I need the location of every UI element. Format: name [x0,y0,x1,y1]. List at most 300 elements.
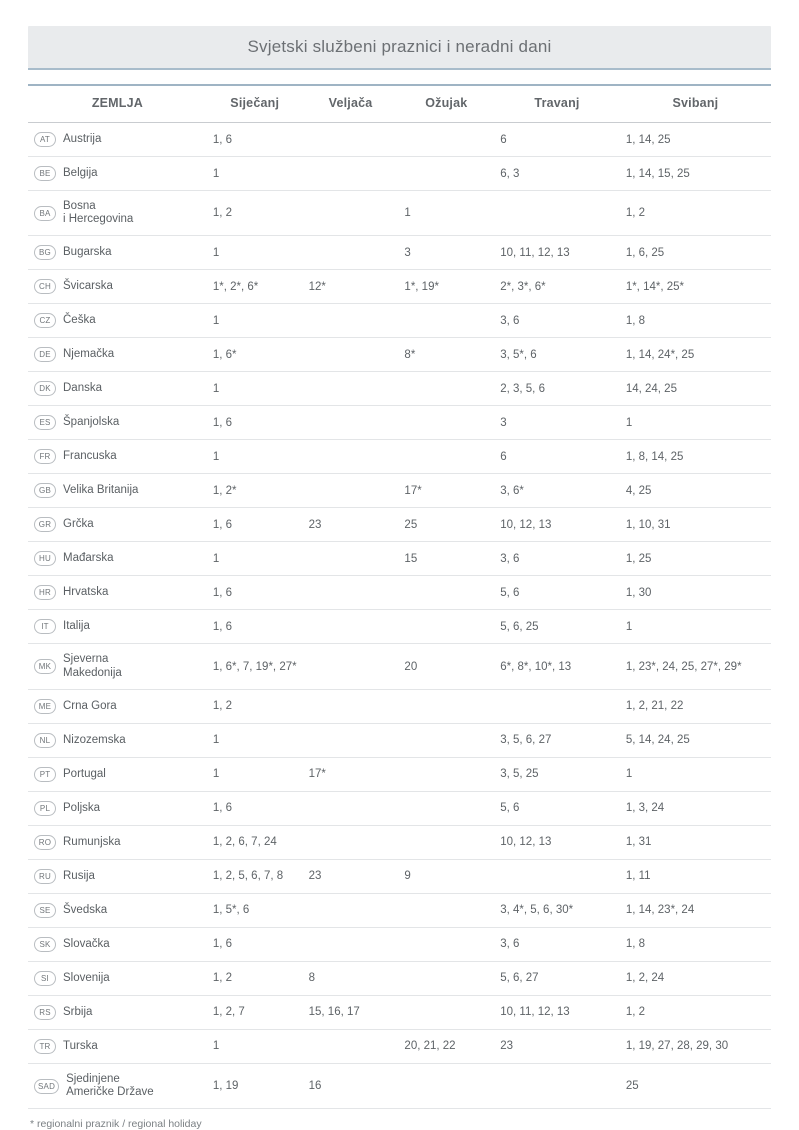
dates-cell-month-1: 1, 6 [207,508,303,542]
country-cell [28,961,207,995]
table-row [28,757,771,791]
dates-cell-month-4 [494,859,620,893]
dates-cell-month-5: 1, 14, 25 [620,123,771,157]
dates-cell-month-4: 3, 6* [494,474,620,508]
country-code-badge: ES [34,415,56,430]
country-cell [28,1029,207,1063]
country-code-badge: RS [34,1005,56,1020]
table-row [28,644,771,689]
country-code-badge: DK [34,381,56,396]
dates-cell-month-1: 1, 2 [207,961,303,995]
table-row [28,893,771,927]
dates-cell-month-1: 1*, 2*, 6* [207,270,303,304]
country-cell [28,191,207,236]
dates-cell-month-1: 1 [207,372,303,406]
country-code-badge: CZ [34,313,56,328]
dates-cell-month-5: 1, 2 [620,191,771,236]
table-row [28,157,771,191]
table-row [28,825,771,859]
table-row [28,372,771,406]
page-title: Svjetski službeni praznici i neradni dani [247,37,552,56]
country-cell-inner [34,733,201,748]
country-name [63,552,114,565]
dates-cell-month-4: 3, 5, 6, 27 [494,723,620,757]
country-name-line1: Nizozemska [63,733,126,746]
dates-cell-month-5: 5, 14, 24, 25 [620,723,771,757]
country-name-line2: i Hercegovina [63,213,134,226]
country-cell-inner [34,415,201,430]
table-row [28,270,771,304]
country-name [63,382,102,395]
country-cell [28,542,207,576]
country-code-badge: SAD [34,1079,59,1094]
country-cell-inner [34,1039,201,1054]
dates-cell-month-1: 1, 2* [207,474,303,508]
dates-cell-month-3: 8* [398,338,494,372]
country-cell-inner [34,1005,201,1020]
country-name [63,200,133,226]
dates-cell-month-4 [494,689,620,723]
country-cell [28,644,207,689]
country-cell-inner [34,200,201,226]
country-name-line1: Rusija [63,869,95,882]
country-cell [28,893,207,927]
country-code-badge: PL [34,801,56,816]
country-name [63,246,112,259]
dates-cell-month-2 [303,1029,399,1063]
country-cell [28,723,207,757]
dates-cell-month-5: 1 [620,406,771,440]
dates-cell-month-1: 1, 2, 7 [207,995,303,1029]
country-cell-inner [34,166,201,181]
country-name-line1: Srbija [63,1005,93,1018]
country-cell [28,236,207,270]
country-cell-inner [34,132,201,147]
country-cell-inner [34,937,201,952]
country-name-line1: Portugal [63,767,106,780]
dates-cell-month-5: 1, 25 [620,542,771,576]
dates-cell-month-4: 3, 5*, 6 [494,338,620,372]
dates-cell-month-1: 1 [207,236,303,270]
country-cell [28,576,207,610]
dates-cell-month-2 [303,304,399,338]
table-row [28,440,771,474]
dates-cell-month-5: 1, 8, 14, 25 [620,440,771,474]
footnote: * regionalni praznik / regional holiday [30,1118,202,1130]
dates-cell-month-2: 12* [303,270,399,304]
dates-cell-month-1: 1, 6 [207,576,303,610]
table-row [28,791,771,825]
country-cell [28,157,207,191]
country-cell [28,474,207,508]
dates-cell-month-3 [398,304,494,338]
country-cell [28,440,207,474]
dates-cell-month-3 [398,825,494,859]
dates-cell-month-1: 1 [207,723,303,757]
dates-cell-month-3: 17* [398,474,494,508]
dates-cell-month-5: 1, 2, 24 [620,961,771,995]
dates-cell-month-4: 10, 12, 13 [494,508,620,542]
dates-cell-month-4: 10, 11, 12, 13 [494,995,620,1029]
dates-cell-month-2 [303,791,399,825]
dates-cell-month-2 [303,236,399,270]
dates-cell-month-5: 25 [620,1063,771,1108]
dates-cell-month-2 [303,825,399,859]
country-code-badge: AT [34,132,56,147]
country-code-badge: SK [34,937,56,952]
dates-cell-month-4: 10, 12, 13 [494,825,620,859]
country-code-badge: PT [34,767,56,782]
country-cell [28,757,207,791]
table-row [28,191,771,236]
country-name [63,972,110,985]
dates-cell-month-2 [303,723,399,757]
country-name [63,450,117,463]
country-cell-inner [34,971,201,986]
dates-cell-month-3: 3 [398,236,494,270]
country-cell [28,995,207,1029]
dates-cell-month-2 [303,372,399,406]
dates-cell-month-5: 1, 6, 25 [620,236,771,270]
dates-cell-month-3 [398,406,494,440]
country-name [63,768,106,781]
column-header-march: Ožujak [398,85,494,123]
dates-cell-month-5: 1, 3, 24 [620,791,771,825]
dates-cell-month-2: 15, 16, 17 [303,995,399,1029]
dates-cell-month-4 [494,1063,620,1108]
dates-cell-month-3 [398,157,494,191]
country-cell [28,406,207,440]
dates-cell-month-2: 17* [303,757,399,791]
table-row [28,576,771,610]
country-cell-inner [34,381,201,396]
country-code-badge: BG [34,245,56,260]
country-name-line1: Crna Gora [63,699,117,712]
country-name-line2: Makedonija [63,666,122,679]
dates-cell-month-5: 1, 23*, 24, 25, 27*, 29* [620,644,771,689]
country-name-line1: Sjeverna [63,653,109,666]
country-code-badge: IT [34,619,56,634]
country-name [63,836,121,849]
dates-cell-month-1: 1, 6*, 7, 19*, 27* [207,644,303,689]
country-name [63,653,122,679]
country-name [63,416,119,429]
country-code-badge: BA [34,206,56,221]
country-name-line1: Slovačka [63,937,110,950]
table-row [28,542,771,576]
country-name [63,938,110,951]
table-row [28,689,771,723]
dates-cell-month-3: 25 [398,508,494,542]
country-cell-inner [34,699,201,714]
country-name [63,1006,92,1019]
country-code-badge: NL [34,733,56,748]
dates-cell-month-5: 1, 11 [620,859,771,893]
dates-cell-month-4: 5, 6 [494,576,620,610]
country-name-line1: Slovenija [63,971,110,984]
dates-cell-month-1: 1, 6 [207,610,303,644]
country-cell-inner [34,835,201,850]
country-name-line1: Bugarska [63,246,112,259]
dates-cell-month-4: 3, 6 [494,542,620,576]
country-name-line1: Turska [63,1039,98,1052]
dates-cell-month-5: 1, 8 [620,927,771,961]
dates-cell-month-4: 2, 3, 5, 6 [494,372,620,406]
country-cell-inner [34,313,201,328]
dates-cell-month-1: 1, 2, 5, 6, 7, 8 [207,859,303,893]
dates-cell-month-1: 1, 5*, 6 [207,893,303,927]
dates-cell-month-4: 6 [494,123,620,157]
country-name-line2: Američke Države [66,1086,154,1099]
table-row [28,610,771,644]
dates-cell-month-3 [398,372,494,406]
country-name-line1: Švedska [63,903,108,916]
country-code-badge: SE [34,903,56,918]
dates-cell-month-4: 2*, 3*, 6* [494,270,620,304]
country-cell-inner [34,483,201,498]
dates-cell-month-4: 10, 11, 12, 13 [494,236,620,270]
dates-cell-month-5: 1, 2, 21, 22 [620,689,771,723]
country-name [63,620,90,633]
country-cell-inner [34,1073,201,1099]
dates-cell-month-2 [303,927,399,961]
country-code-badge: HU [34,551,56,566]
country-cell-inner [34,653,201,679]
table-row [28,995,771,1029]
country-code-badge: FR [34,449,56,464]
column-header-may: Svibanj [620,85,771,123]
dates-cell-month-2 [303,542,399,576]
country-code-badge: SI [34,971,56,986]
country-cell [28,338,207,372]
dates-cell-month-1: 1, 6 [207,927,303,961]
dates-cell-month-1: 1 [207,440,303,474]
country-cell-inner [34,619,201,634]
dates-cell-month-5: 4, 25 [620,474,771,508]
country-cell [28,123,207,157]
country-name [63,734,126,747]
dates-cell-month-1: 1 [207,757,303,791]
dates-cell-month-3 [398,927,494,961]
dates-cell-month-5: 1, 14, 23*, 24 [620,893,771,927]
country-cell [28,270,207,304]
table-row [28,1063,771,1108]
dates-cell-month-3 [398,893,494,927]
table-row [28,123,771,157]
dates-cell-month-1: 1, 19 [207,1063,303,1108]
dates-cell-month-4: 3, 5, 25 [494,757,620,791]
dates-cell-month-2 [303,644,399,689]
dates-cell-month-2 [303,610,399,644]
table-row [28,859,771,893]
table-row [28,961,771,995]
dates-cell-month-2 [303,893,399,927]
table-row [28,927,771,961]
country-code-badge: TR [34,1039,56,1054]
dates-cell-month-5: 1*, 14*, 25* [620,270,771,304]
country-code-badge: RU [34,869,56,884]
dates-cell-month-1: 1, 2, 6, 7, 24 [207,825,303,859]
dates-cell-month-3 [398,689,494,723]
country-name [63,802,100,815]
dates-cell-month-1: 1, 6 [207,791,303,825]
dates-cell-month-2 [303,474,399,508]
country-code-badge: HR [34,585,56,600]
dates-cell-month-2: 23 [303,508,399,542]
country-name-line1: Austrija [63,132,102,145]
country-name-line1: Rumunjska [63,835,121,848]
country-name-line1: Mađarska [63,552,114,565]
table-row [28,474,771,508]
country-name-line1: Sjedinjene [66,1072,120,1085]
dates-cell-month-5: 1 [620,610,771,644]
country-name [66,1073,154,1099]
table-row [28,406,771,440]
column-header-february: Veljača [303,85,399,123]
dates-cell-month-1: 1 [207,304,303,338]
dates-cell-month-5: 1, 14, 24*, 25 [620,338,771,372]
table-container [28,68,771,1109]
dates-cell-month-3 [398,723,494,757]
dates-cell-month-2 [303,440,399,474]
dates-cell-month-3: 1 [398,191,494,236]
country-code-badge: GR [34,517,56,532]
dates-cell-month-3: 15 [398,542,494,576]
country-cell [28,1063,207,1108]
dates-cell-month-2 [303,338,399,372]
country-cell-inner [34,903,201,918]
country-name-line1: Hrvatska [63,586,109,599]
dates-cell-month-5: 1, 8 [620,304,771,338]
country-cell-inner [34,801,201,816]
country-name-line1: Velika Britanija [63,484,139,497]
dates-cell-month-4: 6 [494,440,620,474]
country-name-line1: Češka [63,314,96,327]
dates-cell-month-3 [398,757,494,791]
table-row [28,508,771,542]
dates-cell-month-2 [303,157,399,191]
country-cell [28,689,207,723]
dates-cell-month-5: 1, 2 [620,995,771,1029]
dates-cell-month-4: 23 [494,1029,620,1063]
dates-cell-month-5: 1 [620,757,771,791]
dates-cell-month-3 [398,961,494,995]
dates-cell-month-1: 1, 2 [207,689,303,723]
country-name [63,518,94,531]
country-cell-inner [34,869,201,884]
dates-cell-month-4: 5, 6, 27 [494,961,620,995]
country-name-line1: Francuska [63,450,117,463]
country-cell-inner [34,279,201,294]
dates-cell-month-2 [303,576,399,610]
country-name [63,167,98,180]
column-header-january: Siječanj [207,85,303,123]
dates-cell-month-1: 1 [207,542,303,576]
country-name [63,700,117,713]
dates-cell-month-5: 1, 31 [620,825,771,859]
dates-cell-month-4: 5, 6, 25 [494,610,620,644]
country-name [63,870,95,883]
country-name [63,586,108,599]
country-code-badge: ME [34,699,56,714]
dates-cell-month-3 [398,440,494,474]
country-code-badge: DE [34,347,56,362]
dates-cell-month-3 [398,791,494,825]
country-code-badge: RO [34,835,56,850]
dates-cell-month-1: 1 [207,1029,303,1063]
dates-cell-month-2: 23 [303,859,399,893]
dates-cell-month-4: 3, 6 [494,304,620,338]
country-name-line1: Grčka [63,518,94,531]
dates-cell-month-5: 1, 30 [620,576,771,610]
country-name [63,133,101,146]
country-cell-inner [34,347,201,362]
table-row [28,1029,771,1063]
dates-cell-month-4: 6*, 8*, 10*, 13 [494,644,620,689]
dates-cell-month-3: 9 [398,859,494,893]
dates-cell-month-5: 1, 10, 31 [620,508,771,542]
dates-cell-month-3 [398,1063,494,1108]
dates-cell-month-1: 1, 2 [207,191,303,236]
country-cell-inner [34,449,201,464]
country-name [63,348,114,361]
dates-cell-month-1: 1, 6* [207,338,303,372]
dates-cell-month-5: 1, 14, 15, 25 [620,157,771,191]
column-header-april: Travanj [494,85,620,123]
dates-cell-month-2 [303,689,399,723]
dates-cell-month-2 [303,406,399,440]
holidays-table [28,84,771,1109]
dates-cell-month-2: 16 [303,1063,399,1108]
dates-cell-month-2 [303,191,399,236]
dates-cell-month-2: 8 [303,961,399,995]
table-row [28,338,771,372]
dates-cell-month-4: 5, 6 [494,791,620,825]
title-bar [28,26,771,68]
country-cell-inner [34,245,201,260]
table-row [28,723,771,757]
country-cell-inner [34,517,201,532]
dates-cell-month-1: 1, 6 [207,123,303,157]
country-name [63,314,96,327]
dates-cell-month-3 [398,123,494,157]
dates-cell-month-5: 1, 19, 27, 28, 29, 30 [620,1029,771,1063]
dates-cell-month-3 [398,995,494,1029]
country-name [63,904,107,917]
country-code-badge: GB [34,483,56,498]
country-cell [28,304,207,338]
dates-cell-month-2 [303,123,399,157]
dates-cell-month-4: 6, 3 [494,157,620,191]
dates-cell-month-3 [398,610,494,644]
dates-cell-month-3: 1*, 19* [398,270,494,304]
country-cell [28,372,207,406]
country-cell [28,927,207,961]
country-cell-inner [34,585,201,600]
dates-cell-month-4: 3 [494,406,620,440]
country-cell [28,859,207,893]
dates-cell-month-4 [494,191,620,236]
dates-cell-month-1: 1 [207,157,303,191]
table-row [28,304,771,338]
dates-cell-month-3 [398,576,494,610]
country-code-badge: CH [34,279,56,294]
country-code-badge: MK [34,659,56,674]
country-code-badge: BE [34,166,56,181]
dates-cell-month-4: 3, 4*, 5, 6, 30* [494,893,620,927]
table-body [28,123,771,1109]
country-name [63,484,138,497]
